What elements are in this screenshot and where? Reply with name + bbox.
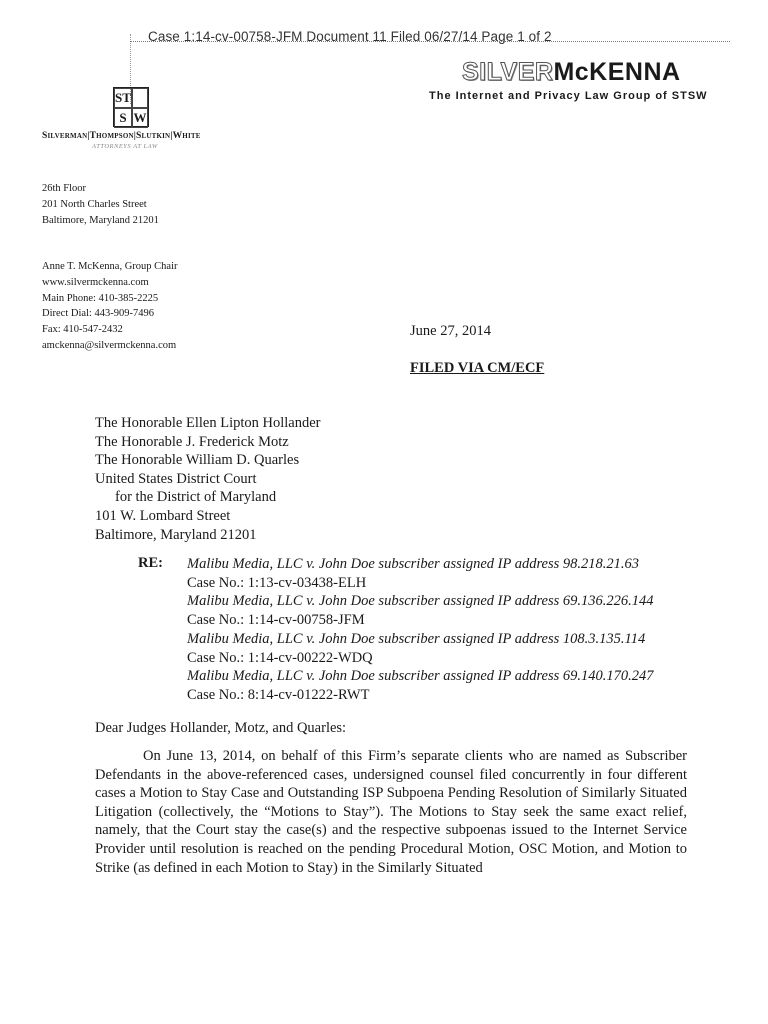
firm-name: Silverman|Thompson|Slutkin|White (42, 131, 201, 141)
recipient-line: The Honorable J. Frederick Motz (95, 433, 289, 450)
firm-logo-icon (113, 87, 149, 127)
firm-address (42, 181, 159, 228)
case-header: Case 1:14-cv-00758-JFM Document 11 Filed 06/27/14 Page 1 of 2 (148, 29, 552, 44)
paragraph-text: On June 13, 2014, on behalf of this Firm’s separate clients who are named as Subscriber Defendants in the above-referenced cases, undersigned counsel filed concurrently in four different cases a Motion to Stay Case and Outstanding ISP Subpoena Pending Resolution of Similarly Situated Litigation (collectively, the “Motions to Stay”). The Motions to Stay seek the same exact relief, namely, that the Court stay the case(s) and the respective subpoenas issued to the Internet Service Provider until resolution is reached on the pending Procedural Motion, OSC Motion, and Motion to Strike (as defined in each Motion to Stay) in the Similarly Situated (95, 748, 687, 876)
brand-logo (462, 58, 681, 87)
re-cases (187, 555, 654, 705)
logo-cell: S (114, 108, 132, 128)
address-city: Baltimore, Maryland 21201 (42, 214, 159, 226)
recipient-line: The Honorable Ellen Lipton Hollander (95, 415, 321, 431)
recipient-line: for the District of Maryland (115, 489, 277, 506)
case-caption: Malibu Media, LLC v. John Doe subscriber assigned IP address 69.140.170.247 (187, 668, 654, 685)
case-number: Case No.: 1:13-cv-03438-ELH (187, 574, 367, 591)
recipients (95, 414, 321, 544)
brand-silver: SILVER (462, 58, 554, 86)
recipient-line: United States District Court (95, 470, 257, 487)
brand-tagline: The Internet and Privacy Law Group of STSW (429, 90, 708, 102)
logo-cell: ST (114, 88, 132, 108)
case-caption: Malibu Media, LLC v. John Doe subscriber assigned IP address 98.218.21.63 (187, 556, 640, 572)
logo-cell (132, 88, 148, 108)
case-number: Case No.: 8:14-cv-01222-RWT (187, 686, 370, 703)
case-caption: Malibu Media, LLC v. John Doe subscriber assigned IP address 108.3.135.114 (187, 630, 646, 647)
contact-name: Anne T. McKenna, Group Chair (42, 261, 178, 272)
case-number: Case No.: 1:14-cv-00222-WDQ (187, 649, 373, 666)
salutation: Dear Judges Hollander, Motz, and Quarles: (95, 720, 347, 736)
case-number: Case No.: 1:14-cv-00758-JFM (187, 612, 365, 629)
address-street: 201 North Charles Street (42, 198, 147, 210)
address-floor: 26th Floor (42, 183, 87, 194)
recipient-line: The Honorable William D. Quarles (95, 452, 300, 469)
body-paragraph (95, 747, 687, 877)
contact-email: amckenna@silvermckenna.com (42, 339, 177, 351)
recipient-line: 101 W. Lombard Street (95, 507, 231, 524)
logo-cell: W (132, 108, 148, 128)
filed-via: FILED VIA CM/ECF (410, 360, 545, 376)
case-caption: Malibu Media, LLC v. John Doe subscriber assigned IP address 69.136.226.144 (187, 593, 654, 610)
contact-direct-dial: Direct Dial: 443-909-7496 (42, 308, 154, 320)
recipient-line: Baltimore, Maryland 21201 (95, 526, 257, 543)
firm-subtitle: ATTORNEYS AT LAW (92, 143, 158, 150)
contact-main-phone: Main Phone: 410-385-2225 (42, 292, 159, 304)
firm-contact (42, 259, 178, 354)
contact-fax: Fax: 410-547-2432 (42, 324, 123, 336)
contact-website: www.silvermckenna.com (42, 276, 149, 288)
letter-date: June 27, 2014 (410, 323, 491, 339)
re-label: RE: (138, 555, 163, 571)
brand-mckenna: McKENNA (553, 58, 681, 86)
